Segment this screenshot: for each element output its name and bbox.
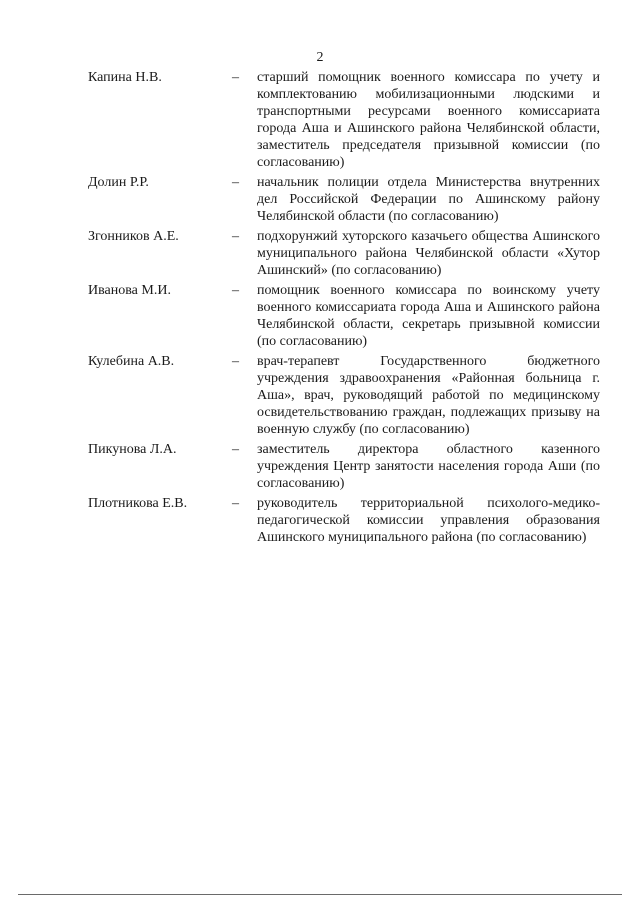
member-dash: – [232, 283, 239, 298]
member-name: Згонников А.Е. [88, 229, 179, 244]
member-row-pikunova [0, 441, 640, 492]
member-dash: – [232, 496, 239, 511]
member-row-plotnikova [0, 495, 640, 546]
member-dash: – [232, 70, 239, 85]
member-name: Долин Р.Р. [88, 175, 149, 190]
member-row-kapina [0, 69, 640, 171]
member-dash: – [232, 175, 239, 190]
commission-members-list [0, 69, 640, 546]
member-description: заместитель директора областного казенного учреждения Центр занятости населения города Аши (по согласованию) [257, 442, 600, 491]
member-description: старший помощник военного комиссара по учету и комплектованию мобилизационными людскими и транспортными ресурсами военного комиссариата города Аша и Ашинского района Челябинской области, заместитель председателя призывной комиссии (по согласованию) [257, 70, 600, 170]
member-description: помощник военного комиссара по воинскому учету военного комиссариата города Аша и Ашинского района Челябинской области, секретарь призывной комиссии (по согласованию) [257, 283, 600, 349]
member-description: врач-терапевт Государственного бюджетного учреждения здравоохранения «Районная больница г. Аша», врач, руководящий работой по медицинскому освидетельствованию граждан, подлежащих призыву на военную службу (по согласованию) [257, 354, 600, 437]
member-description: подхорунжий хуторского казачьего общества Ашинского муниципального района Челябинской области «Хутор Ашинский» (по согласованию) [257, 229, 600, 278]
page-number: 2 [316, 50, 324, 65]
member-description: руководитель территориальной психолого-медико-педагогической комиссии управления образования Ашинского муниципального района (по согласованию) [257, 496, 600, 545]
member-dash: – [232, 354, 239, 369]
member-name: Кулебина А.В. [88, 354, 175, 369]
member-row-zgonnikov [0, 228, 640, 279]
member-name: Плотникова Е.В. [88, 496, 188, 511]
member-description: начальник полиции отдела Министерства внутренних дел Российской Федерации по Ашинскому району Челябинской области (по согласованию) [257, 175, 600, 224]
member-name: Иванова М.И. [88, 283, 171, 298]
member-dash: – [232, 229, 239, 244]
member-dash: – [232, 442, 239, 457]
member-name: Капина Н.В. [88, 70, 162, 85]
member-name: Пикунова Л.А. [88, 442, 177, 457]
bottom-divider [18, 894, 622, 895]
member-row-kulebina [0, 353, 640, 438]
member-row-dolin [0, 174, 640, 225]
member-row-ivanova [0, 282, 640, 350]
